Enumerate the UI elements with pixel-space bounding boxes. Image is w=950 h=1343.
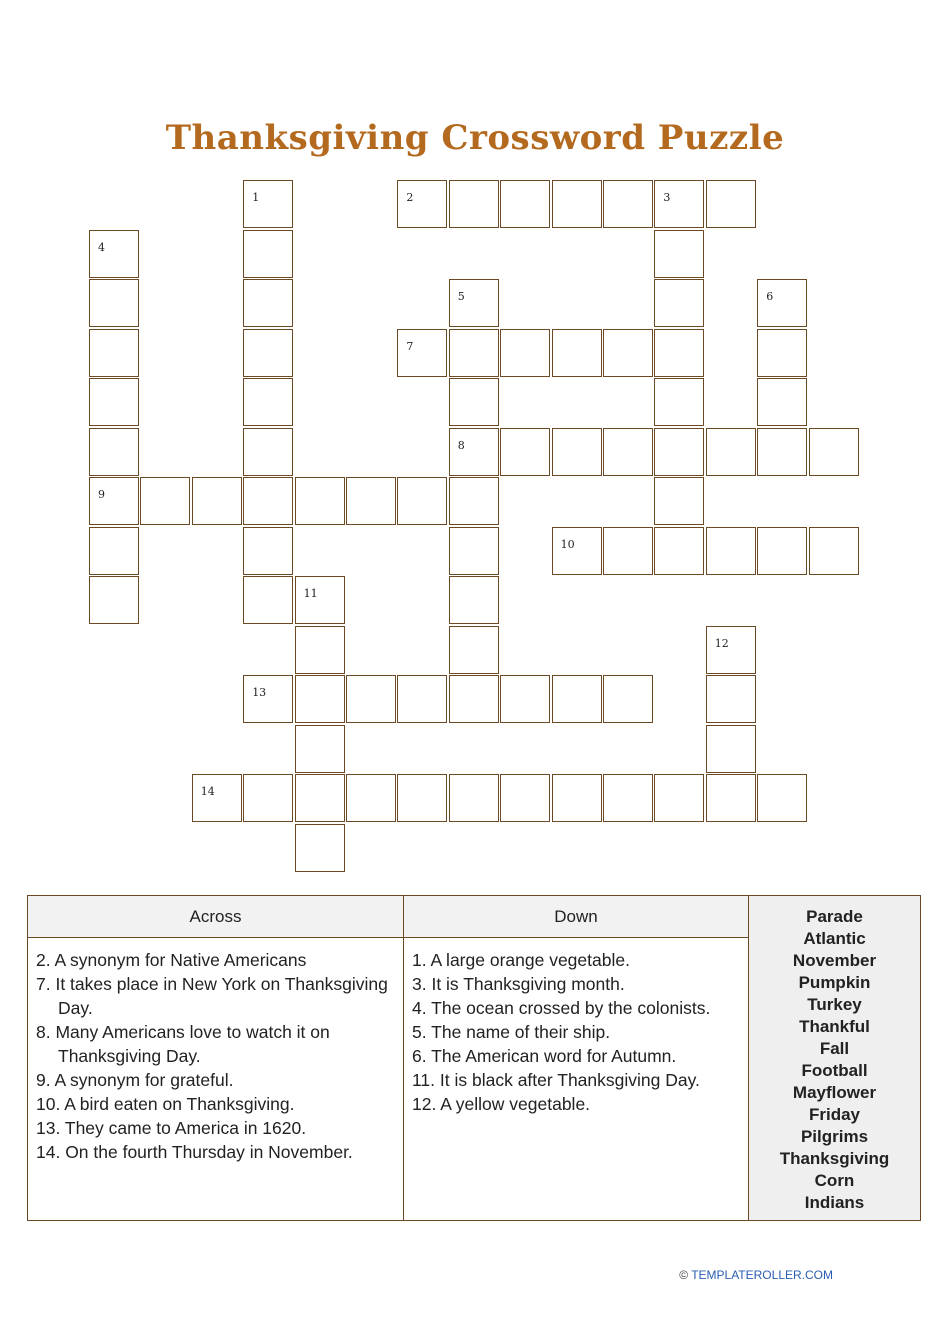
crossword-cell[interactable] [757,378,807,426]
crossword-cell[interactable] [89,477,139,525]
crossword-cell[interactable] [89,527,139,575]
crossword-cell[interactable] [449,279,499,327]
crossword-cell[interactable] [552,329,602,377]
word-bank-item: Mayflower [792,1083,877,1102]
crossword-cell[interactable] [243,477,293,525]
crossword-cell[interactable] [243,428,293,476]
crossword-cell[interactable] [654,329,704,377]
across-clue: 14. On the fourth Thursday in November. [36,1142,353,1162]
across-column [28,896,404,1220]
crossword-cell[interactable] [295,477,345,525]
crossword-cell[interactable] [89,230,139,278]
across-clue-list [28,938,403,1164]
down-clue: 4. The ocean crossed by the colonists. [412,998,711,1018]
crossword-cell[interactable] [243,329,293,377]
clue-number: 14 [200,785,215,798]
crossword-cell[interactable] [449,180,499,228]
page-title: Thanksgiving Crossword Puzzle [165,118,785,158]
crossword-cell[interactable] [295,576,345,624]
across-clue: 13. They came to America in 1620. [36,1118,307,1138]
crossword-cell[interactable] [397,774,447,822]
crossword-cell[interactable] [449,576,499,624]
crossword-cell[interactable] [757,329,807,377]
across-clue: 8. Many Americans love to watch it on Thanksgiving Day. [36,1022,330,1066]
crossword-cell[interactable] [449,477,499,525]
crossword-cell[interactable] [449,774,499,822]
crossword-cell[interactable] [500,675,550,723]
crossword-cell[interactable] [603,428,653,476]
clue-number: 13 [252,686,267,699]
word-bank-item: Corn [814,1171,855,1190]
clue-number: 3 [663,191,671,204]
down-column [404,896,749,1220]
crossword-cell[interactable] [809,428,859,476]
crossword-cell[interactable] [552,675,602,723]
word-bank-item: November [792,951,877,970]
clue-number: 5 [457,290,465,303]
word-bank-item: Parade [806,907,863,926]
down-header: Down [404,896,748,938]
clue-number: 7 [406,339,414,353]
crossword-cell[interactable] [449,329,499,377]
crossword-cell[interactable] [500,180,550,228]
crossword-cell[interactable] [706,527,756,575]
crossword-cell[interactable] [654,477,704,525]
crossword-cell[interactable] [295,626,345,674]
crossword-cell[interactable] [192,774,242,822]
across-clue: 7. It takes place in New York on Thanksgiving Day. [36,974,388,1018]
crossword-cell[interactable] [757,279,807,327]
crossword-cell[interactable] [552,774,602,822]
word-bank-item: Pumpkin [798,973,871,992]
word-bank-item: Friday [808,1105,861,1124]
down-clue: 5. The name of their ship. [412,1022,611,1042]
crossword-cell[interactable] [500,428,550,476]
crossword-cell[interactable] [552,527,602,575]
crossword-cell[interactable] [603,329,653,377]
crossword-cell[interactable] [449,428,499,476]
crossword-cell[interactable] [243,378,293,426]
across-clue: 10. A bird eaten on Thanksgiving. [36,1094,295,1114]
across-clue: 9. A synonym for grateful. [36,1070,234,1090]
crossword-cell[interactable] [243,279,293,327]
crossword-cell[interactable] [346,477,396,525]
clue-number: 4 [98,240,105,254]
word-bank-item: Thanksgiving [779,1149,890,1168]
crossword-cell[interactable] [243,774,293,822]
crossword-cell[interactable] [706,626,756,674]
crossword-cell[interactable] [295,824,345,872]
crossword-cell[interactable] [757,774,807,822]
crossword-cell[interactable] [603,774,653,822]
crossword-cell[interactable] [654,180,704,228]
word-bank-column [749,896,920,1220]
crossword-cell[interactable] [89,378,139,426]
word-bank-item: Pilgrims [800,1127,869,1146]
clue-number: 12 [714,636,729,650]
crossword-cell[interactable] [295,774,345,822]
crossword-cell[interactable] [449,527,499,575]
crossword-cell[interactable] [243,527,293,575]
crossword-cell[interactable] [140,477,190,525]
word-bank-item: Fall [819,1039,850,1058]
crossword-cell[interactable] [706,428,756,476]
word-bank-item: Turkey [807,995,862,1014]
crossword-cell[interactable] [89,279,139,327]
crossword-cell[interactable] [706,725,756,773]
clue-number: 8 [457,438,465,452]
down-clue: 12. A yellow vegetable. [412,1094,591,1114]
across-clue: 2. A synonym for Native Americans [36,950,307,970]
crossword-cell[interactable] [654,527,704,575]
crossword-cell[interactable] [757,428,807,476]
clue-number: 1 [252,191,260,204]
crossword-cell[interactable] [346,675,396,723]
crossword-cell[interactable] [89,576,139,624]
word-bank-item: Football [801,1061,868,1080]
clue-number: 9 [98,488,105,501]
crossword-cell[interactable] [243,576,293,624]
crossword-cell[interactable] [654,428,704,476]
crossword-cell[interactable] [449,378,499,426]
crossword-cell[interactable] [500,329,550,377]
crossword-cell[interactable] [809,527,859,575]
crossword-cell[interactable] [89,428,139,476]
crossword-cell[interactable] [192,477,242,525]
crossword-cell[interactable] [552,428,602,476]
crossword-cell[interactable] [654,279,704,327]
crossword-cell[interactable] [603,180,653,228]
across-header: Across [28,896,403,938]
copyright-symbol: © [679,1268,689,1282]
crossword-cell[interactable] [397,329,447,377]
crossword-cell[interactable] [449,626,499,674]
crossword-cell[interactable] [295,725,345,773]
crossword-cell[interactable] [757,527,807,575]
crossword-cell[interactable] [243,675,293,723]
crossword-cell[interactable] [397,675,447,723]
crossword-cell[interactable] [346,774,396,822]
crossword-cell[interactable] [397,477,447,525]
crossword-cell[interactable] [89,329,139,377]
crossword-cell[interactable] [449,675,499,723]
down-clue: 6. The American word for Autumn. [412,1046,677,1066]
down-clue: 3. It is Thanksgiving month. [412,974,625,994]
word-bank-item: Thankful [799,1017,870,1036]
word-bank-item: Atlantic [803,929,866,948]
crossword-cell[interactable] [706,675,756,723]
crossword-cell[interactable] [603,527,653,575]
crossword-cell[interactable] [654,378,704,426]
crossword-cell[interactable] [397,180,447,228]
down-clue: 1. A large orange vegetable. [412,950,630,970]
crossword-cell[interactable] [243,230,293,278]
down-clue-list [404,938,748,1116]
crossword-cell[interactable] [552,180,602,228]
clues-table [27,895,921,1221]
crossword-cell[interactable] [603,675,653,723]
clue-number: 10 [560,537,575,551]
crossword-cell[interactable] [706,774,756,822]
crossword-cell[interactable] [500,774,550,822]
crossword-cell[interactable] [295,675,345,723]
footer-link[interactable]: TEMPLATEROLLER.COM [691,1268,833,1282]
down-clue: 11. It is black after Thanksgiving Day. [412,1070,700,1090]
footer [679,1268,833,1282]
crossword-cell[interactable] [706,180,756,228]
clue-number: 2 [406,191,414,204]
clue-number: 6 [766,290,774,303]
crossword-cell[interactable] [654,774,704,822]
word-bank [749,896,920,1214]
crossword-cell[interactable] [654,230,704,278]
crossword-cell[interactable] [243,180,293,228]
clue-number: 11 [303,587,318,600]
word-bank-item: Indians [804,1193,865,1212]
